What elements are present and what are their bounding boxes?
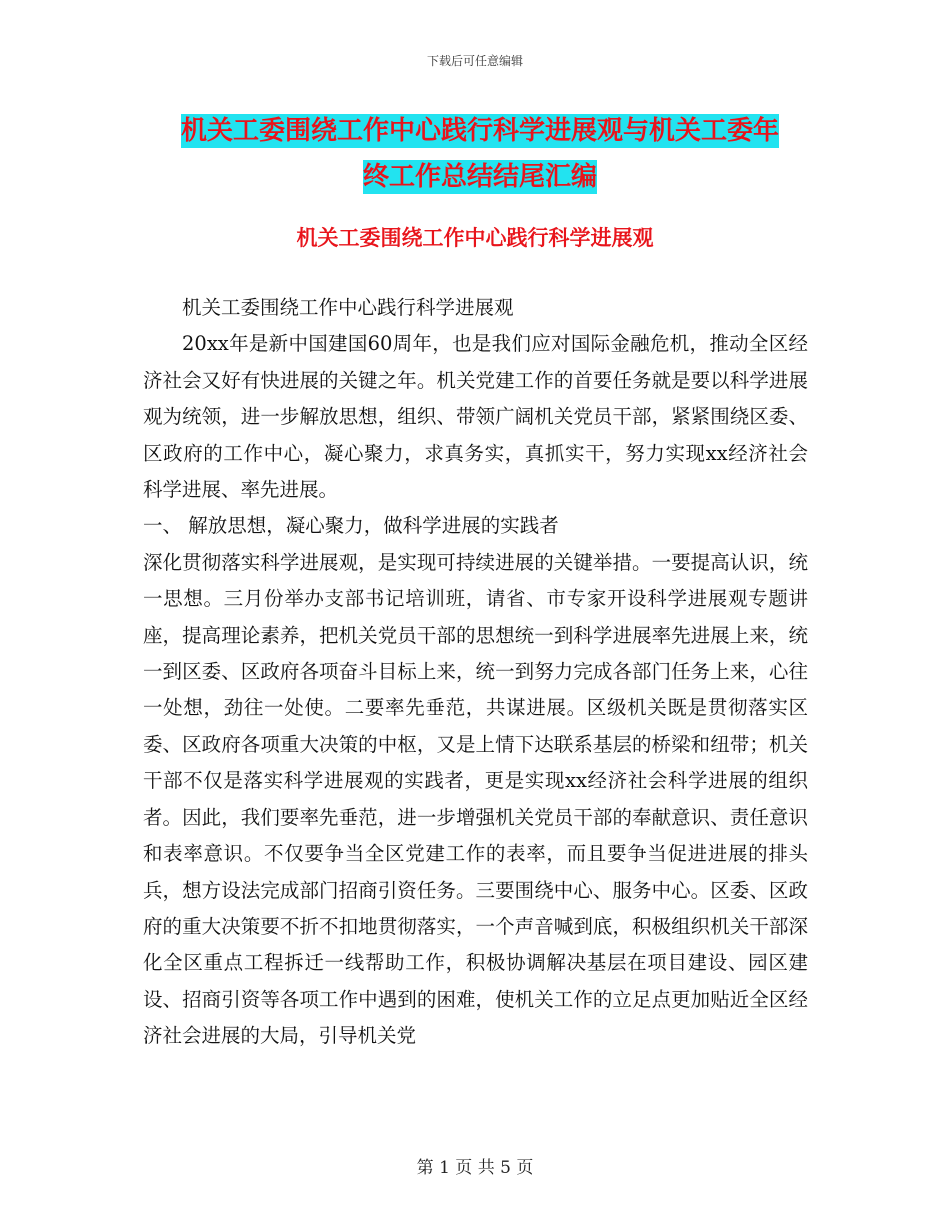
document-title (140, 108, 820, 200)
heading-part-one: 一、 解放思想，凝心聚力，做科学进展的实践者 (143, 514, 559, 538)
document-title-line-2: 终工作总结结尾汇编 (362, 162, 597, 192)
paragraph-intro: 20xx年是新中国建国60周年，也是我们应对国际金融危机，推动全区经济社会又好有快进展的关键之年。机关党建工作的首要任务就是要以科学进展观为统领，进一步解放思想，组织、带领广阔机关党员干部，紧紧围绕区委、区政府的工作中心，凝心聚力，求真务实，真抓实干，努力实现xx经济社会科学进展、率先进展。 (143, 332, 808, 502)
document-title-line-1: 机关工委围绕工作中心践行科学进展观与机关工委年 (180, 116, 779, 146)
section-title: 机关工委围绕工作中心践行科学进展观 (296, 226, 654, 250)
body-text (143, 290, 808, 1055)
paragraph-part-one: 深化贯彻落实科学进展观，是实现可持续进展的关键举措。一要提高认识，统一思想。三月份举办支部书记培训班，请省、市专家开设科学进展观专题讲座，提高理论素养，把机关党员干部的思想统一到科学进展率先进展上来，统一到区委、区政府各项奋斗目标上来，统一到努力完成各部门任务上来，心往一处想，劲往一处使。二要率先垂范，共谋进展。区级机关既是贯彻落实区委、区政府各项重大决策的中枢，又是上情下达联系基层的桥梁和纽带；机关干部不仅是落实科学进展观的实践者，更是实现xx经济社会科学进展的组织者。因此，我们要率先垂范，进一步增强机关党员干部的奉献意识、责任意识和表率意识。不仅要争当全区党建工作的表率，而且要争当促进进展的排头兵，想方设法完成部门招商引资任务。三要围绕中心、服务中心。区委、区政府的重大决策要不折不扣地贯彻落实，一个声音喊到底，积极组织机关干部深化全区重点工程拆迁一线帮助工作，积极协调解决基层在项目建设、园区建设、招商引资等各项工作中遇到的困难，使机关工作的立足点更加贴近全区经济社会进展的大局，引导机关党 (143, 550, 808, 1048)
paragraph-subtitle: 机关工委围绕工作中心践行科学进展观 (182, 296, 514, 319)
page-number: 第 1 页 共 5 页 (416, 1158, 534, 1178)
header-note: 下载后可任意编辑 (426, 54, 523, 68)
